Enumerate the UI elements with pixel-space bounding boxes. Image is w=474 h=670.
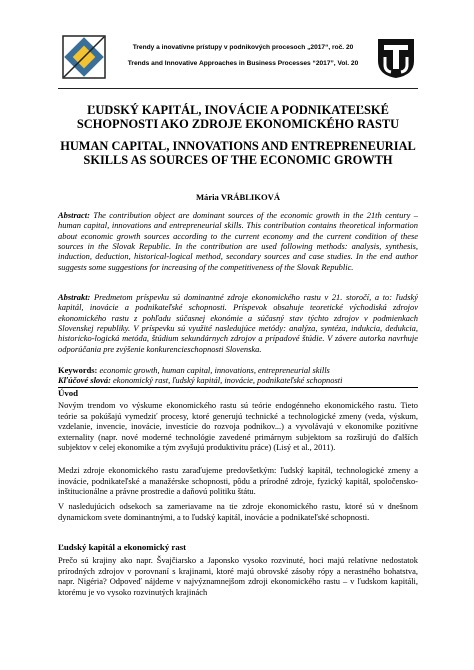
klucove-slova-label: Kľúčové slová: — [58, 375, 111, 385]
section-heading-intro: Úvod — [58, 388, 79, 398]
keywords-label: Keywords: — [58, 365, 98, 375]
abstract-label: Abstract: — [58, 210, 90, 220]
abstract-text: The contribution object are dominant sources of the economic growth in the 21th century – human capital, innovations and entrepreneurial skills. This contribution contains theoretical information about economic growth sources according to the current economy and the current condition of these sources in the Slovak Republic. In the contribution are used following methods: analysis, synthesis, induction, deduction, historical-logical method, secondary sources and case studies. In the end author suggests some suggestions for increasing of the competitiveness of the Slovak Republic. — [58, 210, 418, 272]
paragraph: V nasledujúcich odsekoch sa zameriavame na tie zdroje ekonomického rastu, ktoré sú v dnešnom dynamickom svete dominantnými, a to ľudský kapitál, inovácie a podnikateľské schopnosti. — [58, 501, 418, 522]
title-english: HUMAN CAPITAL, INNOVATIONS AND ENTREPRENEURIAL SKILLS AS SOURCES OF THE ECONOMIC GROWTH — [60, 139, 416, 167]
abstrakt-label: Abstrakt: — [58, 292, 91, 302]
abstrakt-text: Predmetom príspevku sú dominantné zdroje ekonomického rastu v 21. storočí, a to: ľudský kapitál, inovácie a podnikateľské schopnosti. Príspevok obsahuje teoretické východiská zdrojov ekonomického rastu z pohľadu súčasnej ekonómie a súčasný stav týchto zdrojov v podmienkach Slovenskej republiky. V príspevku sú využité nasledujúce metódy: analýza, syntéza, indukcia, dedukcia, historicko-logická metóda, štúdium sekundárnych zdrojov a prípadové štúdie. V závere autorka navrhuje odporúčania pre zvýšenie konkurencieschopnosti Slovenska. — [58, 292, 418, 354]
keywords-text: economic growth, human capital, innovations, entrepreneurial skills — [97, 365, 330, 375]
section-heading-human-capital: Ľudský kapitál a ekonomický rast — [58, 542, 187, 552]
paragraph: Prečo sú krajiny ako napr. Švajčiarsko a Japonsko vysoko rozvinuté, hoci majú relatívne nedostatok prírodných zdrojov v porovnaní s krajinami, ktoré majú obrovské zásoby rópy a nerastného bohatstva, napr. Nigéria? Odpoveď nájdeme v najvýznamnejšom zdroji ekonomického rastu – v ľudskom kapitáli, ktorému je vo vysoko rozvinutých krajinách — [58, 555, 418, 597]
keywords-english — [58, 365, 418, 375]
university-logo-right — [376, 35, 416, 79]
title-slovak: ĽUDSKÝ KAPITÁL, INOVÁCIE A PODNIKATEĽSKÉ SCHOPNOSTI AKO ZDROJE EKONOMICKÉHO RASTU — [76, 103, 400, 131]
header-line-1: Trendy a inovatívne prístupy v podnikových procesoch „2017“, roč. 20 — [132, 44, 354, 51]
abstract-english — [58, 210, 418, 272]
header-divider — [58, 88, 418, 89]
author-name: Mária VRÁBLIKOVÁ — [195, 192, 281, 202]
paragraph: Novým trendom vo výskume ekonomického rastu sú teórie endogénneho ekonomického rastu. Tieto teórie sa pokúšajú vymedziť procesy, ktoré generujú technické a technologické zmeny (veda, výskum, vzdelanie, invencie, inovácie, investície do rozvoja podnikov...) a vyvolávajú v ekonomike pozitívne externality (napr. nové moderné technológie zavedené primárnym subjektom sa rozširujú do ďalších subjektov v celej ekonomike a tým zvyšujú produktivitu práce) (Lisý et al., 2011). — [58, 400, 418, 452]
header-line-2: Trends and Innovative Approaches in Business Processes “2017”, Vol. 20 — [127, 60, 359, 67]
conference-logo-left — [62, 35, 106, 79]
abstract-slovak — [58, 292, 418, 354]
paragraph: Medzi zdroje ekonomického rastu zaraďujeme predovšetkým: ľudský kapitál, technologické zmeny a inovácie, podnikateľské a manažérske schopnosti, pôdu a prírodné zdroje, fyzický kapitál, spoločensko-inštitucionálne a právne prostredie a daňovú politiku štátu. — [58, 465, 418, 496]
klucove-slova-text: ekonomický rast, ľudský kapitál, inovácie, podnikateľské schopnosti — [110, 375, 343, 385]
keywords-slovak — [58, 375, 418, 385]
